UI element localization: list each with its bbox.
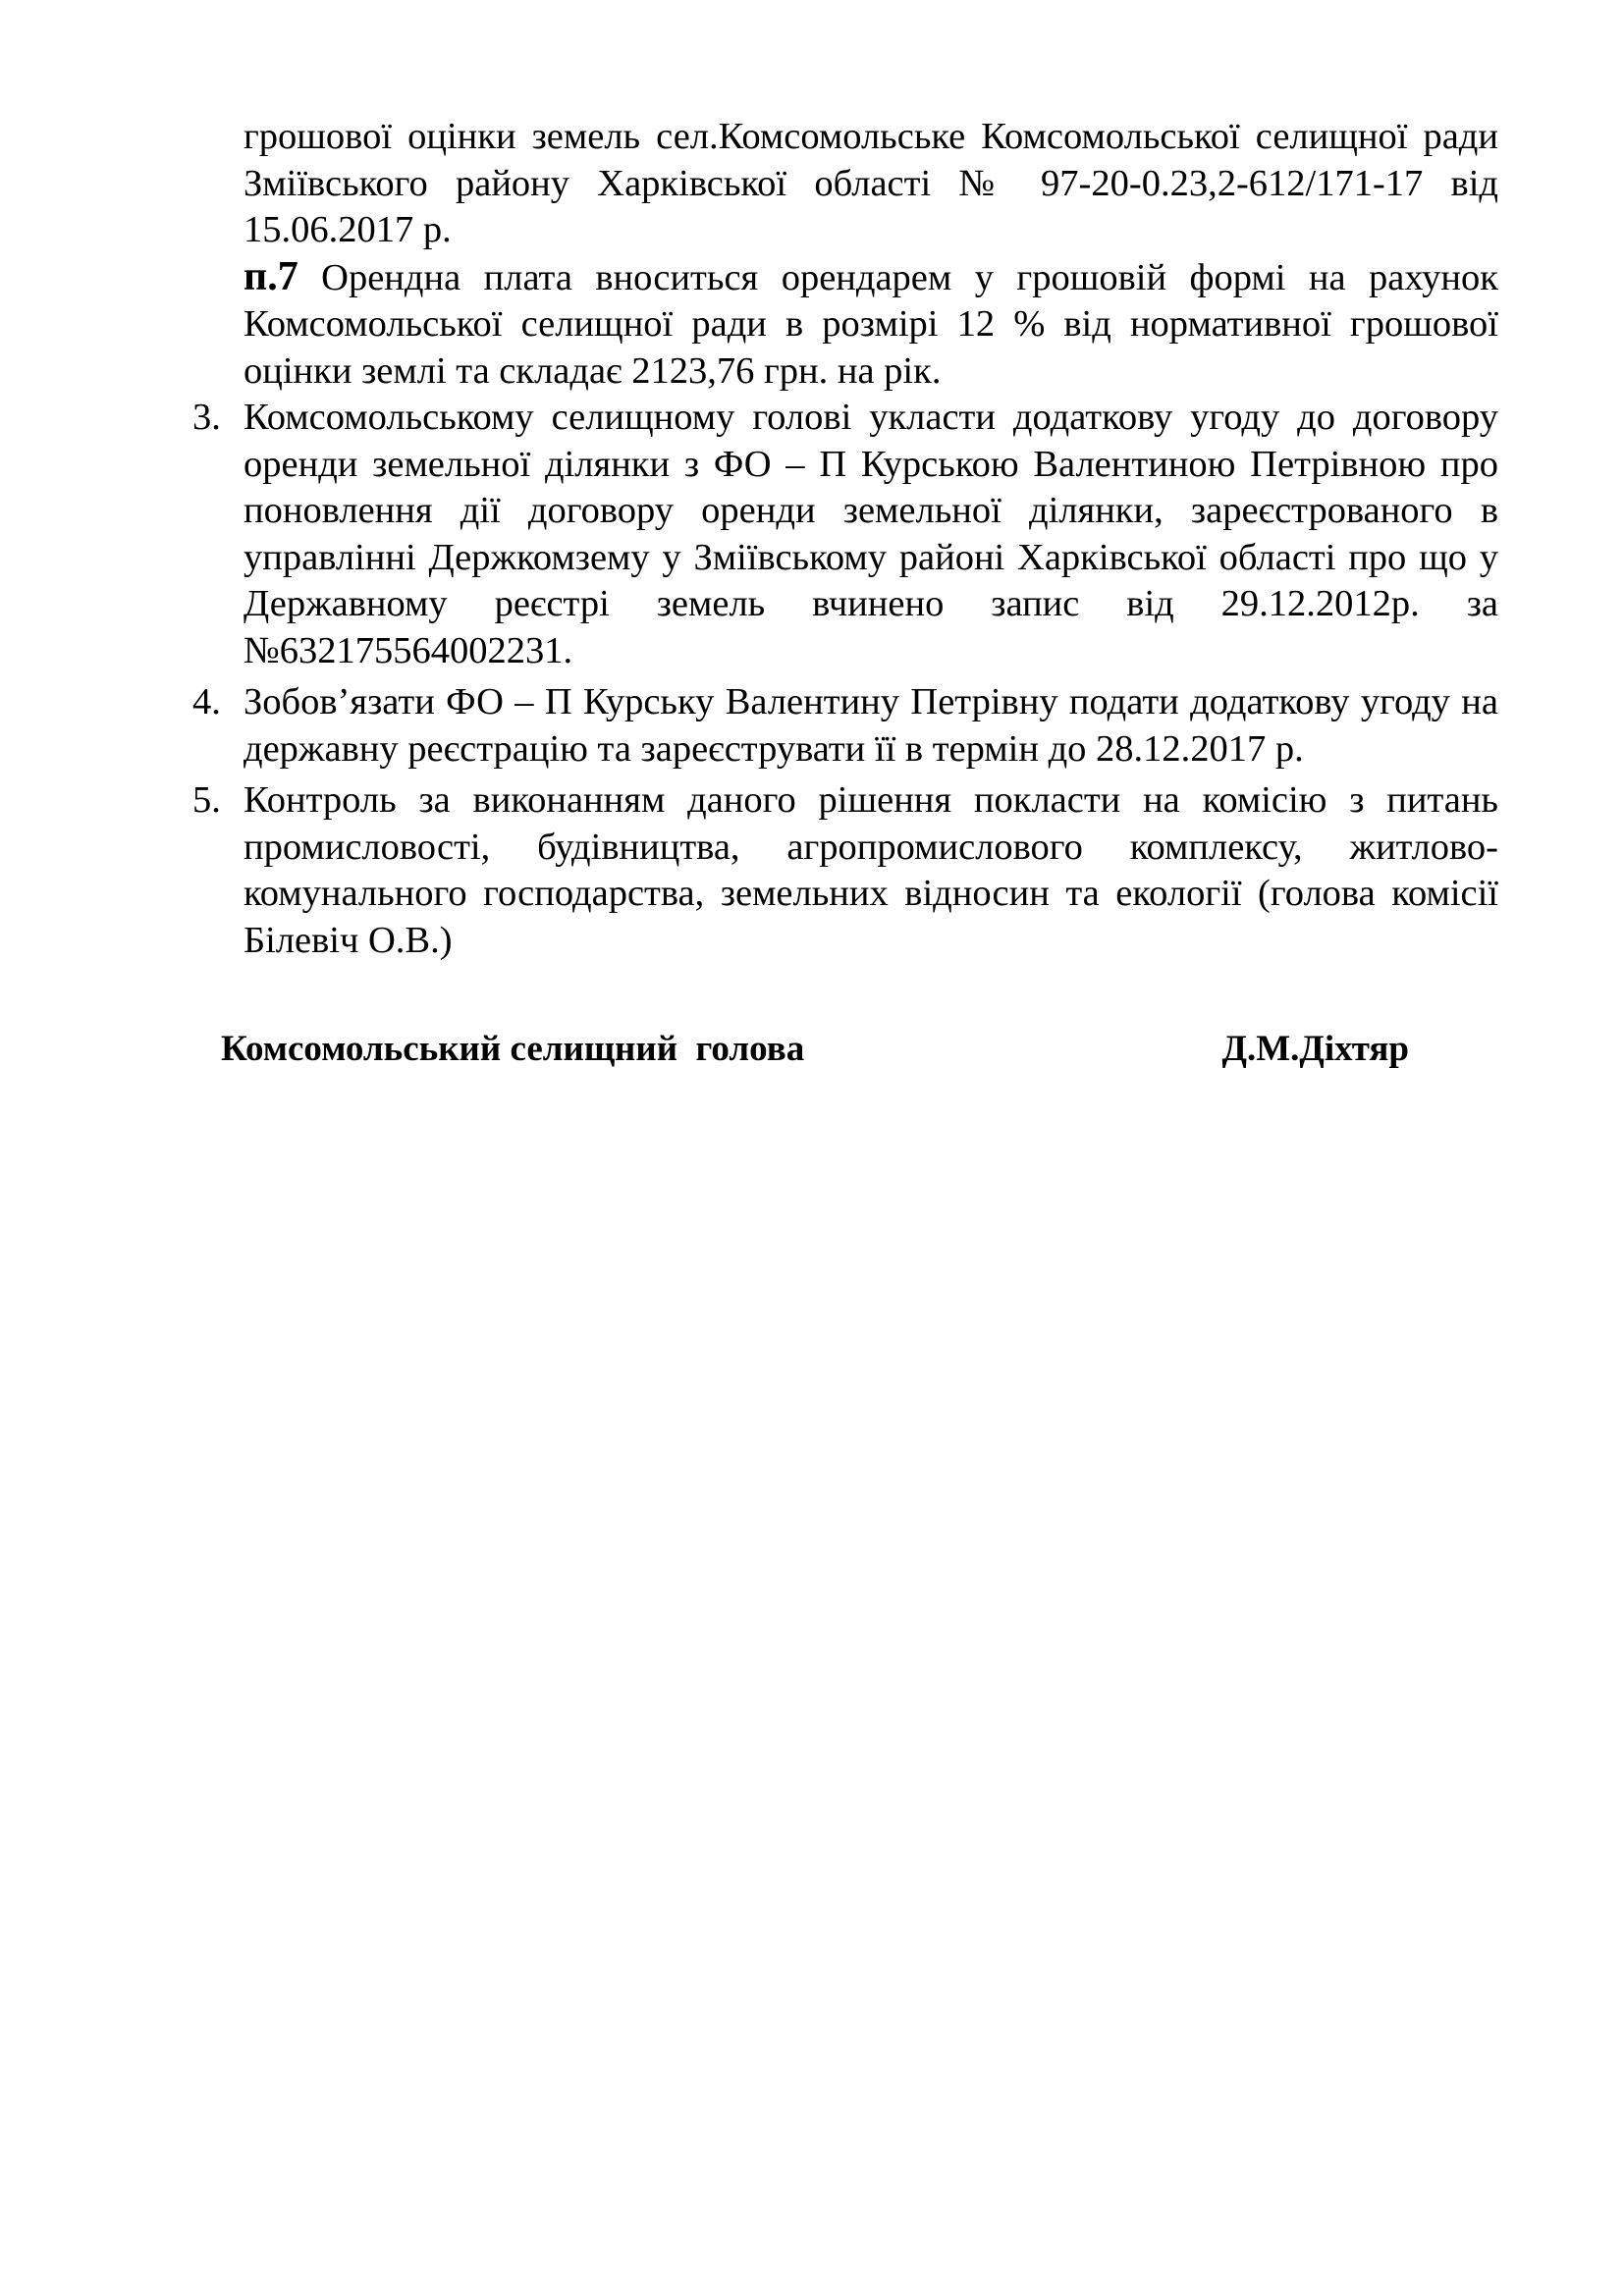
item-text: Комсомольському селищному голові укласти додаткову угоду до договору оренди земельної ділянки з ФО – П Курською Валентиною Петрівною про поновлення дії договору оренди земельної ділянки, зареєстрованого в управлінні Держкомзему у Зміївському районі Харківської області про що у Державному реєстрі земель вчинено запис від 29.12.2012р. за №632175564002231. bbox=[244, 397, 1498, 671]
signatory-name: Д.М.Діхтяр bbox=[1221, 1029, 1409, 1069]
item-number: 4. bbox=[192, 681, 221, 722]
decision-items bbox=[192, 395, 1498, 964]
continued-paragraph: грошової оцінки земель сел.Комсомольське Комсомольської селищної ради Зміївського району Харківської області № 97-20-0.23,2-612/171-17 від 15.06.2017 р. bbox=[244, 116, 1498, 250]
decision-body bbox=[192, 114, 1498, 969]
clause-7-number: п.7 bbox=[244, 253, 298, 299]
item-text: Зобов’язати ФО – П Курську Валентину Петрівну подати додаткову угоду на державну реєстрацію та зареєструвати її в термін до 28.12.2017 р. bbox=[244, 681, 1498, 770]
decision-item-4 bbox=[192, 679, 1498, 773]
clause-7 bbox=[244, 254, 1498, 396]
item-text: Контроль за виконанням даного рішення покласти на комісію з питань промисловості, будівництва, агропромислового комплексу, житлово-комунального господарства, земельних відносин та екології (голова комісії Білевіч О.В.) bbox=[244, 779, 1498, 961]
decision-item-5 bbox=[192, 777, 1498, 964]
clause-7-text: Орендна плата вноситься орендарем у грошовій формі на рахунок Комсомольської селищної ради в розмірі 12 % від нормативної грошової оцінки землі та складає 2123,76 грн. на рік. bbox=[244, 256, 1498, 392]
item-number: 5. bbox=[192, 779, 221, 821]
signatory-position: Комсомольський селищний голова bbox=[221, 1029, 805, 1069]
item-number: 3. bbox=[192, 397, 221, 438]
decision-item-3 bbox=[192, 395, 1498, 674]
